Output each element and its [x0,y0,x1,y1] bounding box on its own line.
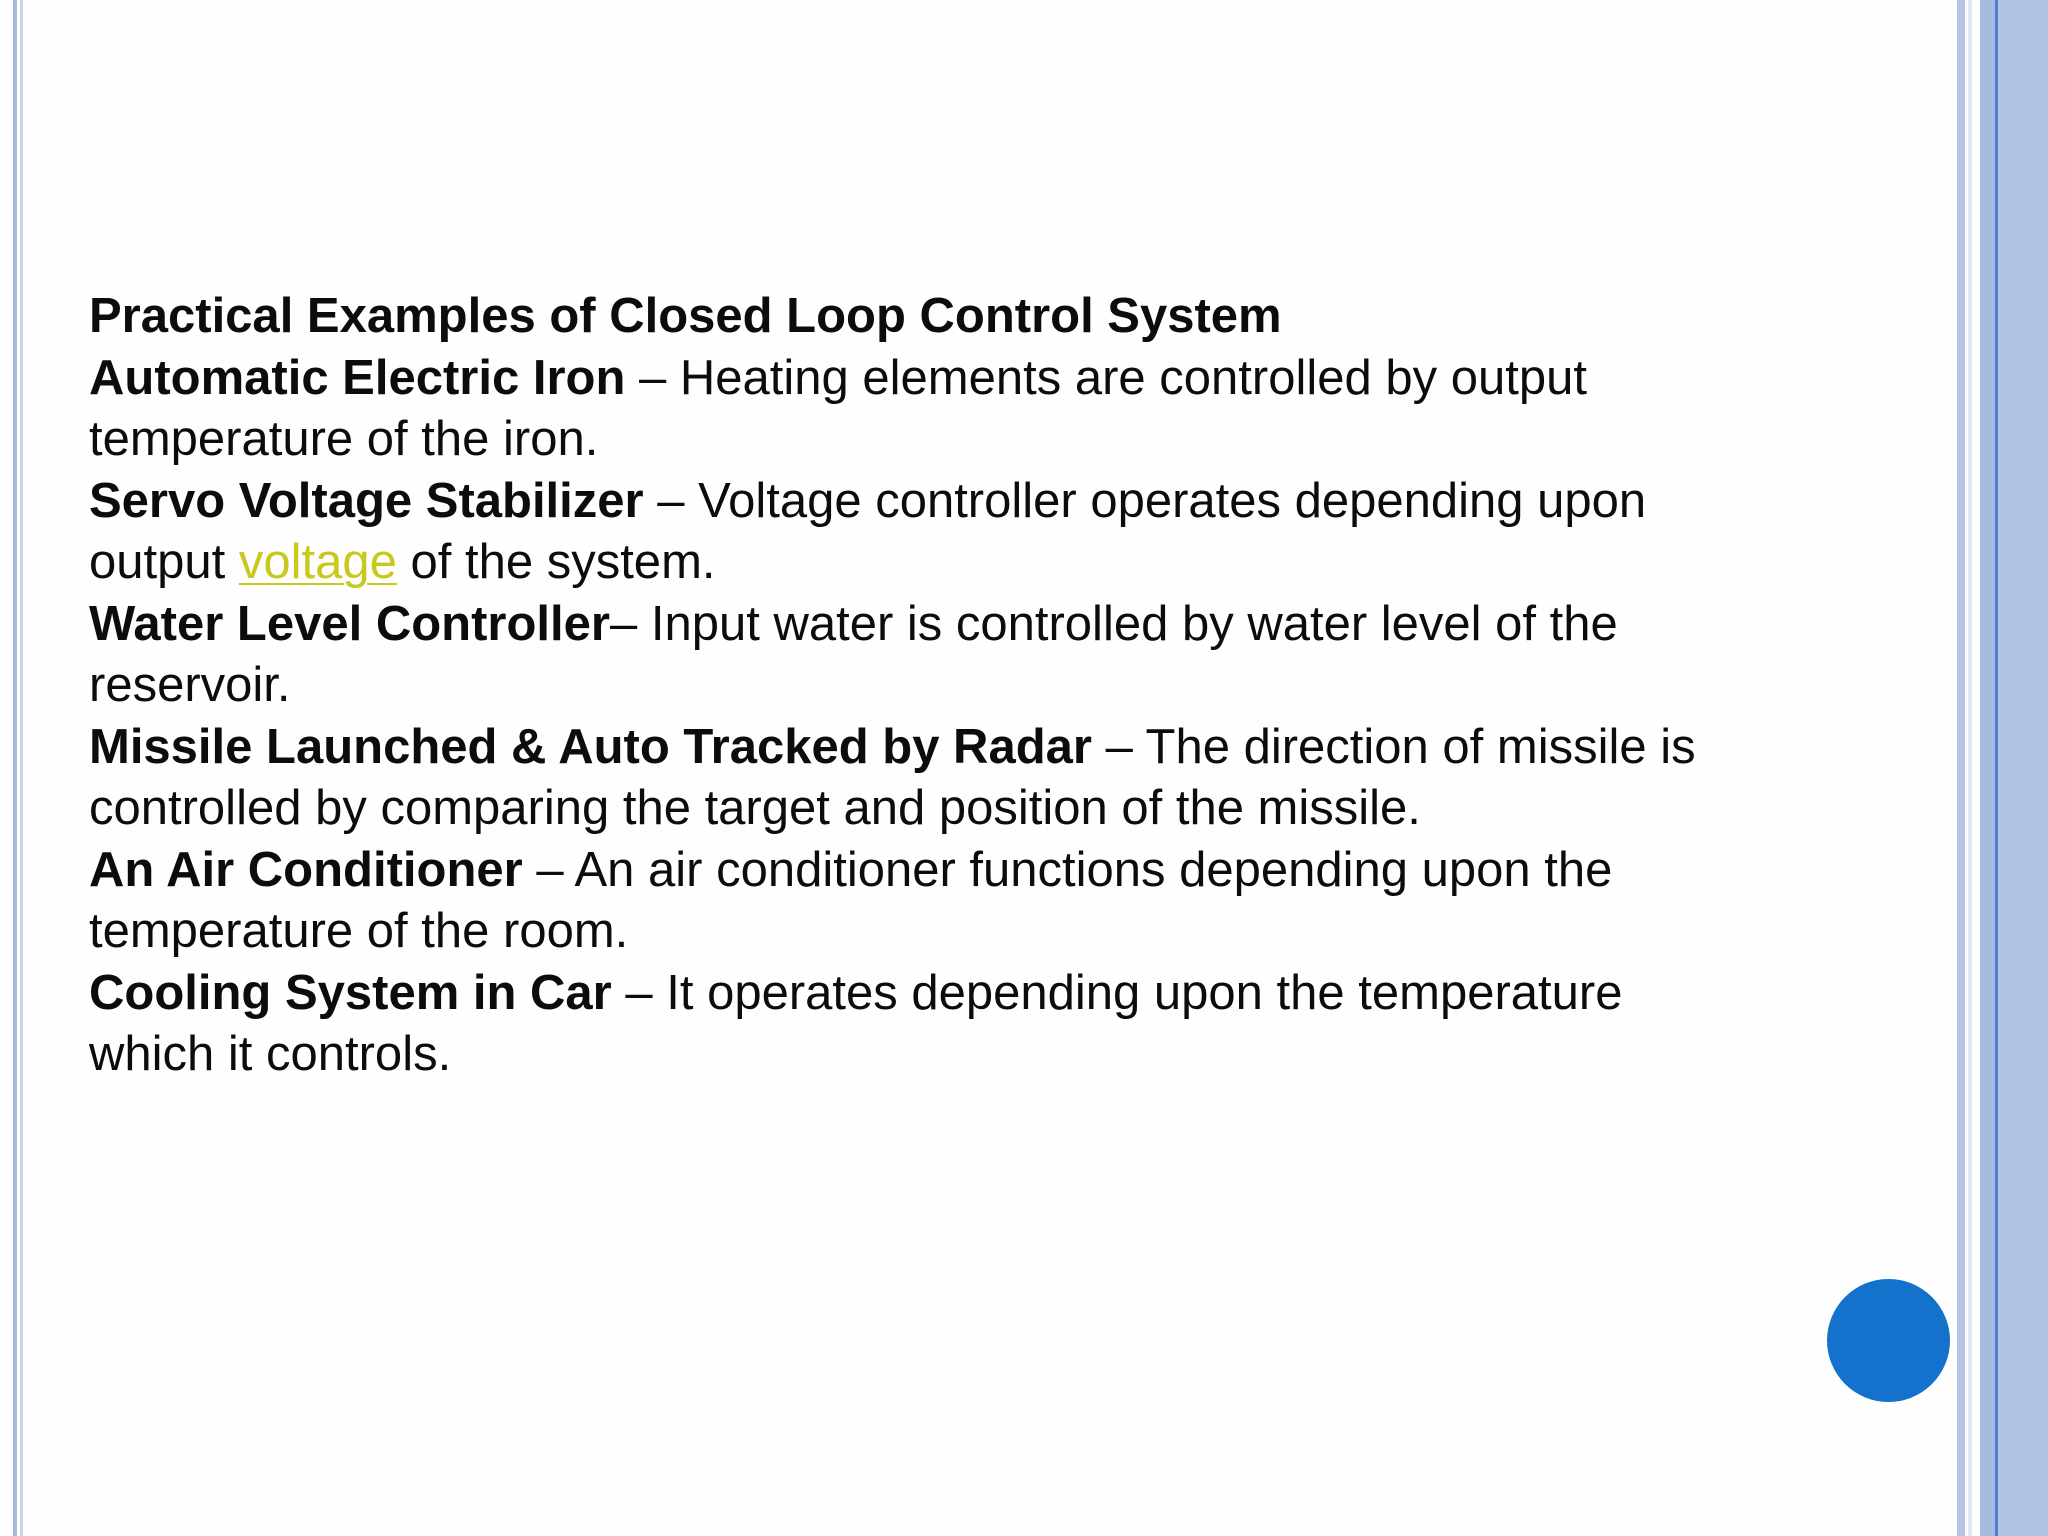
example-description-cont: which it controls. [89,1027,452,1081]
example-description-cont: temperature of the room. [89,904,629,958]
right-border-band [1998,0,2048,1536]
left-border-line-inner [20,0,23,1536]
separator: – [611,965,667,1020]
right-border-stripe-light [1968,0,1972,1536]
example-term: An Air Conditioner [89,842,523,897]
example-description: The direction of missile is [1145,719,1696,774]
example-description: It operates depending upon the temperature [666,965,1623,1020]
voltage-link[interactable]: voltage [238,535,397,589]
separator: – [609,596,651,651]
example-term: Cooling System in Car [89,965,612,1020]
example-term: Water Level Controller [89,596,610,651]
example-item-missile-radar [89,717,1949,779]
example-description: Voltage controller operates depending upon [698,473,1647,528]
example-item-electric-iron [89,348,1949,410]
example-description-cont [89,532,1949,594]
slide-body [89,286,1949,1086]
separator: – [522,842,575,897]
example-description-cont: temperature of the iron. [89,412,599,466]
separator: – [1091,719,1146,774]
left-border-line [13,0,17,1536]
example-description: Heating elements are controlled by output [679,350,1587,405]
separator: – [643,473,699,528]
example-term: Servo Voltage Stabilizer [89,473,644,528]
right-border-stripe [1957,0,1965,1536]
right-border-stripe-mid [1980,0,1995,1536]
decorative-circle [1827,1279,1950,1402]
example-term: Missile Launched & Auto Tracked by Radar [89,719,1092,774]
example-description-cont: controlled by comparing the target and position of the missile. [89,781,1421,835]
example-item-voltage-stabilizer [89,471,1949,533]
separator: – [625,350,680,405]
example-item-air-conditioner [89,840,1949,902]
text-after-link: of the system. [396,535,716,589]
text-before-link: output [89,535,239,589]
example-term: Automatic Electric Iron [89,350,626,405]
slide-title: Practical Examples of Closed Loop Control System [89,289,1282,343]
example-description-cont: reservoir. [89,658,291,712]
example-description: An air conditioner functions depending upon the [574,842,1613,897]
example-description: Input water is controlled by water level of the [650,596,1618,651]
example-item-car-cooling [89,963,1949,1025]
example-item-water-level [89,594,1949,656]
